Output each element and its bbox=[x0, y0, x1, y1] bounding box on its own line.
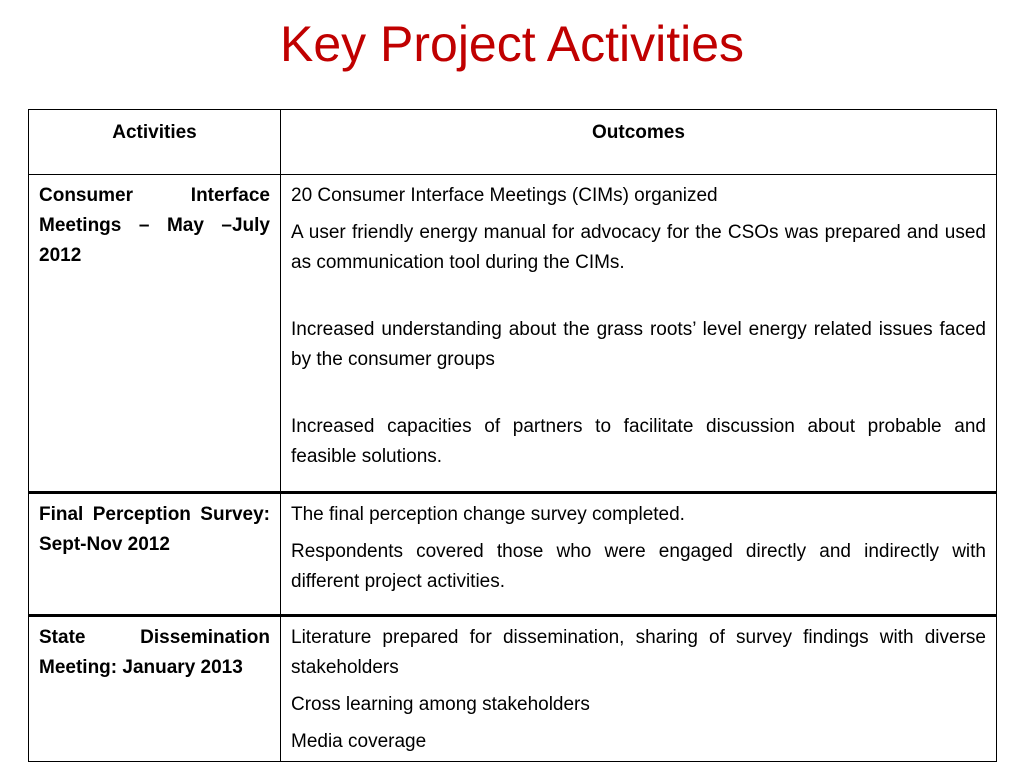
table-row bbox=[29, 493, 997, 616]
outcome-item: Media coverage bbox=[291, 731, 427, 752]
outcome-item: Increased understanding about the grass roots’ level energy related issues faced by the consumer groups bbox=[291, 319, 986, 370]
header-outcomes: Outcomes bbox=[281, 110, 997, 175]
outcome-item: A user friendly energy manual for advocacy for the CSOs was prepared and used as communication tool during the CIMs. bbox=[291, 222, 986, 273]
slide-title: Key Project Activities bbox=[279, 16, 745, 72]
outcome-item: Cross learning among stakeholders bbox=[291, 694, 590, 715]
outcome-item: Respondents covered those who were engaged directly and indirectly with different project activities. bbox=[291, 541, 986, 592]
activity-cell: Final Perception Survey: Sept-Nov 2012 bbox=[29, 493, 281, 616]
outcome-item: 20 Consumer Interface Meetings (CIMs) organized bbox=[291, 185, 718, 206]
outcome-item: The final perception change survey completed. bbox=[291, 504, 685, 525]
activities-table bbox=[28, 109, 997, 762]
outcome-item: Literature prepared for dissemination, sharing of survey findings with diverse stakeholders bbox=[291, 627, 986, 678]
header-activities: Activities bbox=[29, 110, 281, 175]
outcome-cell bbox=[281, 616, 997, 762]
table-row bbox=[29, 616, 997, 762]
table-row bbox=[29, 175, 997, 493]
activity-cell: Consumer Interface Meetings – May –July 2012 bbox=[29, 175, 281, 493]
table-header-row bbox=[29, 110, 997, 175]
activity-cell: State Dissemination Meeting: January 2013 bbox=[29, 616, 281, 762]
outcome-cell bbox=[281, 175, 997, 493]
outcome-item: Increased capacities of partners to facilitate discussion about probable and feasible solutions. bbox=[291, 416, 986, 467]
outcome-cell bbox=[281, 493, 997, 616]
